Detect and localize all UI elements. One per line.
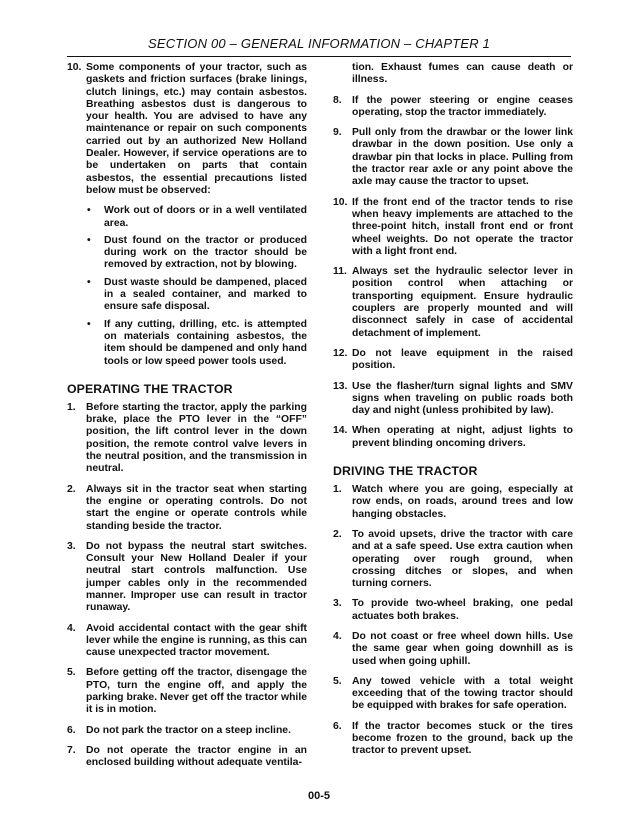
continued-text: tion. Exhaust fumes can cause death or illness. [352,62,573,86]
item-number: 3. [333,598,342,610]
item-number: 5. [67,667,76,679]
list-item [67,725,307,737]
item-text: If the power steering or engine ceases operating, stop the tractor immediately. [352,94,573,118]
item-number: 12. [333,347,348,359]
list-item [333,721,573,758]
bullet-text: Dust waste should be dampened, placed in a sealed container, and marked to ensure safe disposal. [104,276,307,313]
list-item [333,484,573,521]
list-item [333,425,573,450]
list-item [67,623,307,660]
item-text: To avoid upsets, drive the tractor with care and at a safe speed. Use extra caution when operating over rough ground, when crossing ditches or slopes, and when turning corners. [352,528,573,590]
item-text: Avoid accidental contact with the gear shift lever while the engine is running, as this can cause unexpected tractor movement. [86,622,307,659]
item-text: Always set the hydraulic selector lever in position control when attaching or transporting equipment. Ensure hydraulic couplers are properly mounted and will disconnect safely in case of accidental detachment of implement. [352,266,573,339]
item-text: Watch where you are going, especially at row ends, on roads, around trees and low hanging obstacles. [352,484,573,520]
item-number: 1. [67,401,76,413]
bullet-icon: • [87,318,91,330]
bullet-item [67,205,307,230]
item-text: If the tractor becomes stuck or the tires become frozen to the ground, back up the tractor to prevent upset. [352,720,573,757]
right-column [333,62,573,766]
item-text: Use the flasher/turn signal lights and SMV signs when traveling on public roads both day and night (unless prohibited by law). [352,380,573,417]
bullet-icon: • [87,205,91,217]
list-item [67,402,307,476]
item-number: 10. [67,62,82,73]
item-text: Any towed vehicle with a total weight exceeding that of the towing tractor should be equipped with brakes for safe operation. [352,675,573,712]
item-number: 10. [333,196,348,208]
bullet-item [67,235,307,272]
item-number: 4. [333,630,342,642]
list-item [333,348,573,373]
list-item [333,598,573,623]
list-item [333,266,573,340]
item-number: 6. [333,720,342,732]
bullet-icon: • [87,234,91,246]
list-item [333,95,573,120]
item-number: 5. [333,675,342,687]
list-item [67,667,307,716]
bullet-text: If any cutting, drilling, etc. is attempted on materials containing asbestos, the item should be dampened and only hand tools or low speed power tools used. [104,318,307,367]
bullet-text: Dust found on the tractor or produced during work on the tractor should be removed by extraction, not by blowing. [104,234,307,271]
header-rule [67,56,571,57]
list-item [333,197,573,258]
list-item [333,529,573,590]
item-number: 1. [333,484,342,496]
item-text: Before getting off the tractor, disengage the PTO, turn the engine off, and apply the parking brake. Never get off the tractor while it is in motion. [86,667,307,716]
item-text: Do not bypass the neutral start switches. Consult your New Holland Dealer if your neutral start controls malfunction. Use jumper cables only in the recommended manner. Improper use can result in tractor runaway. [86,540,307,614]
bullet-item [67,277,307,314]
item-number: 8. [333,94,342,106]
list-item [67,541,307,615]
page-number: 00-5 [307,790,331,802]
list-item [333,631,573,668]
bullet-item [67,319,307,368]
list-item [67,745,307,770]
item-text: When operating at night, adjust lights to prevent blinding oncoming drivers. [352,425,573,449]
item-number: 6. [67,724,76,736]
item-number: 2. [333,528,342,540]
item-number: 9. [333,127,342,139]
section-heading-driving: DRIVING THE TRACTOR [333,464,478,479]
item-number: 7. [67,744,76,756]
left-column [67,62,307,778]
list-item [67,484,307,533]
item-text: Do not leave equipment in the raised position. [352,347,573,372]
list-item [333,381,573,418]
item-text: Pull only from the drawbar or the lower link drawbar in the down position. Use only a drawbar pin that locks in place. Pulling from the tractor rear axle or any point above the axle may cause the tractor to upset. [352,127,573,188]
list-item [67,62,307,197]
section-heading-operating: OPERATING THE TRACTOR [67,381,233,396]
item-text: To provide two-wheel braking, one pedal actuates both brakes. [352,598,573,622]
item-number: 3. [67,540,76,552]
list-item [333,127,573,188]
item-number: 11. [333,266,347,278]
item-number: 14. [333,425,348,437]
bullet-text: Work out of doors or in a well ventilated area. [104,205,307,229]
item-number: 13. [333,380,348,392]
item-number: 2. [67,483,76,495]
list-item [333,676,573,713]
item-text: Always sit in the tractor seat when starting the engine or operating controls. Do not start the engine or operate controls while standing beside the tractor. [86,483,307,532]
bullet-icon: • [87,276,91,288]
item-text: Do not coast or free wheel down hills. Use the same gear when going downhill as is used when going uphill. [352,630,573,667]
item-text: Do not operate the tractor engine in an enclosed building without adequate ventila- [86,744,307,769]
item-text: Some components of your tractor, such as gaskets and friction surfaces (brake linings, clutch linings, etc.) may contain asbestos. Breathing asbestos dust is dangerous to your health. You are advised to have any maintenance or repair on such components carried out by an authorized New Holland Dealer. However, if service operations are to be undertaken on parts that contain asbestos, the essential precautions listed below must be observed: [86,62,307,196]
item-text: Do not park the tractor on a steep incline. [86,724,291,736]
item-number: 4. [67,622,76,634]
asbestos-precautions-list [67,205,307,368]
item-text: If the front end of the tractor tends to rise when heavy implements are attached to the three-point hitch, install front end or front wheel weights. Do not operate the tractor with a light front end. [352,196,573,257]
item-text: Before starting the tractor, apply the parking brake, place the PTO lever in the “OFF” position, the lift control lever in the down position, the remote control valve levers in the neutral position, and the transmission in neutral. [86,401,307,475]
page-header: SECTION 00 – GENERAL INFORMATION – CHAPTER 1 [147,36,491,51]
